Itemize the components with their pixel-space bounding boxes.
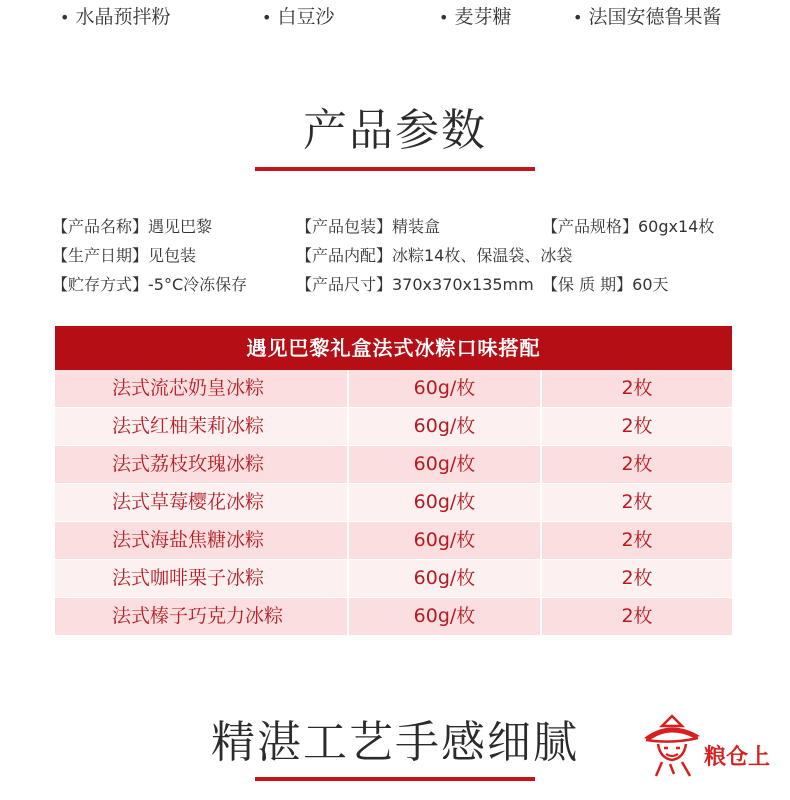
- flavor-weight-cell: 60g/枚: [349, 522, 542, 559]
- param-shelf-life: 【保 质 期】60天: [542, 275, 669, 294]
- param-spec: 【产品规格】60gx14枚: [542, 217, 715, 236]
- flavor-name-cell: 法式红柚茉莉冰粽: [55, 408, 349, 445]
- ingredient-item: [262, 4, 334, 31]
- ingredient-label: 麦芽糖: [454, 6, 512, 28]
- ingredient-label: 水晶预拌粉: [75, 6, 171, 28]
- svg-text:粮仓上: 粮仓上: [704, 745, 771, 770]
- flavor-qty-cell: 2枚: [621, 567, 653, 589]
- farmer-hat-logo-icon: [640, 714, 786, 780]
- param-product-name: 【产品名称】遇见巴黎: [52, 217, 213, 236]
- flavor-table: [55, 326, 732, 636]
- flavor-qty-cell: 2枚: [621, 491, 653, 513]
- table-row: [55, 598, 732, 636]
- flavor-qty-cell: 2枚: [621, 529, 653, 551]
- param-production-date: 【生产日期】见包装: [52, 246, 197, 265]
- table-row: [55, 484, 732, 522]
- ingredient-item: [573, 4, 721, 31]
- ingredient-list: [0, 4, 790, 32]
- ingredient-label: 法国安德鲁果酱: [588, 6, 722, 28]
- flavor-weight-cell: 60g/枚: [349, 560, 542, 597]
- ingredient-item: [60, 4, 170, 31]
- table-row: [55, 446, 732, 484]
- flavor-weight-cell: 60g/枚: [349, 408, 542, 445]
- craft-title-underline: [255, 777, 535, 781]
- flavor-name-cell: 法式草莓樱花冰粽: [55, 484, 349, 521]
- craft-section-title: 精湛工艺手感细腻: [211, 717, 579, 768]
- param-contents: 【产品内配】冰粽14枚、保温袋、冰袋: [296, 246, 573, 265]
- flavor-name-cell: 法式荔枝玫瑰冰粽: [55, 446, 349, 483]
- param-storage: 【贮存方式】-5°C冷冻保存: [52, 275, 248, 294]
- ingredient-item: [439, 4, 511, 31]
- flavor-qty-cell: 2枚: [621, 605, 653, 627]
- flavor-name-cell: 法式咖啡栗子冰粽: [55, 560, 349, 597]
- flavor-weight-cell: 60g/枚: [349, 370, 542, 407]
- flavor-weight-cell: 60g/枚: [349, 484, 542, 521]
- table-row: [55, 408, 732, 446]
- bullet-dot-icon: •: [60, 8, 70, 27]
- flavor-qty-cell: 2枚: [621, 377, 653, 399]
- watermark-logo: [640, 714, 786, 780]
- flavor-name-cell: 法式海盐焦糖冰粽: [55, 522, 349, 559]
- bullet-dot-icon: •: [262, 8, 272, 27]
- table-row: [55, 370, 732, 408]
- table-row: [55, 560, 732, 598]
- flavor-name-cell: 法式流芯奶皇冰粽: [55, 370, 349, 407]
- bullet-dot-icon: •: [439, 8, 449, 27]
- flavor-weight-cell: 60g/枚: [349, 446, 542, 483]
- param-row: [52, 272, 752, 301]
- params-section-title: 产品参数: [303, 105, 487, 156]
- table-row: [55, 522, 732, 560]
- param-row: [52, 243, 752, 272]
- param-packaging: 【产品包装】精装盒: [296, 217, 441, 236]
- flavor-weight-cell: 60g/枚: [349, 598, 542, 635]
- product-params-grid: [52, 214, 752, 301]
- params-title-underline: [255, 167, 535, 171]
- flavor-name-cell: 法式榛子巧克力冰粽: [55, 598, 349, 635]
- bullet-dot-icon: •: [573, 8, 583, 27]
- param-row: [52, 214, 752, 243]
- ingredient-label: 白豆沙: [277, 6, 335, 28]
- param-dimensions: 【产品尺寸】370x370x135mm: [296, 275, 534, 294]
- flavor-qty-cell: 2枚: [621, 415, 653, 437]
- flavor-qty-cell: 2枚: [621, 453, 653, 475]
- flavor-table-header: 遇见巴黎礼盒法式冰粽口味搭配: [55, 326, 732, 370]
